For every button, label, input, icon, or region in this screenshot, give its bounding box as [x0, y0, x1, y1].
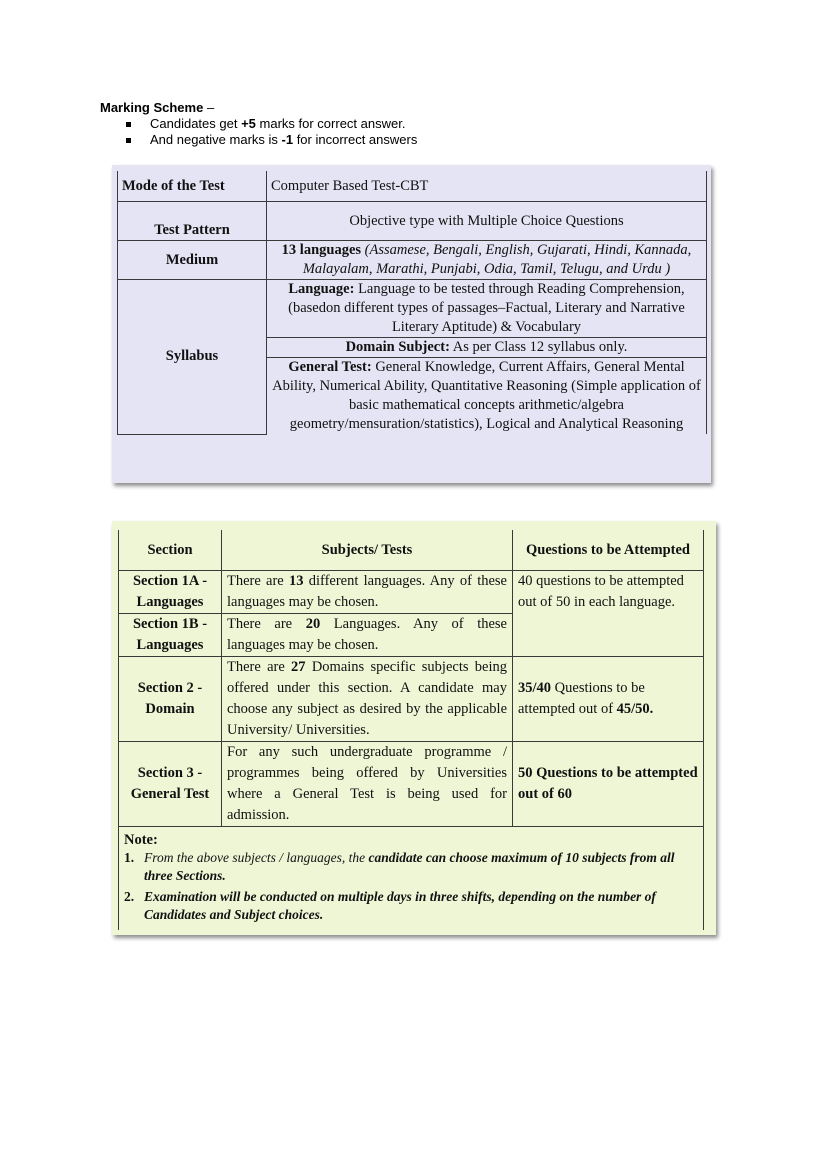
marking-scheme-title: Marking Scheme [100, 100, 204, 115]
syllabus-general-label: General Test: [288, 359, 372, 375]
marking-item-correct [100, 116, 417, 132]
marking-scheme-heading [100, 100, 417, 116]
marking-item-text: And negative marks is [150, 132, 282, 147]
cell-text: There are [227, 659, 292, 675]
marking-item-value: -1 [281, 132, 294, 147]
marking-item-negative [100, 132, 417, 148]
table-row [118, 171, 707, 202]
sections-card [112, 521, 716, 935]
marking-item-text: Candidates get [150, 116, 242, 131]
section-1a-subjects [222, 571, 513, 614]
syllabus-language [267, 280, 707, 338]
note-bold-italic: Examination will be conducted on multiple days in three shifts, depending on the number of Candidates and Subject choices. [144, 889, 656, 922]
table-row [119, 657, 704, 742]
cell-number: 45/50. [616, 701, 654, 717]
note-text [144, 849, 698, 885]
table-row [118, 241, 707, 280]
table-row [119, 571, 704, 614]
medium-value [267, 241, 707, 280]
syllabus-domain-label: Domain Subject: [345, 339, 450, 355]
table-row [119, 742, 704, 827]
section-1-questions: 40 questions to be attempted out of 50 in each language. [513, 571, 704, 657]
syllabus-general [267, 358, 707, 435]
cell-number: 27 [291, 659, 306, 675]
pattern-value: Objective type with Multiple Choice Questions [267, 202, 707, 241]
marking-item-text: for incorrect answers [293, 132, 418, 147]
header-questions: Questions to be Attempted [513, 530, 704, 571]
note-item-2 [124, 888, 698, 924]
cell-text: Questions to be attempted out of [518, 680, 645, 717]
marking-scheme-dash: – [203, 100, 215, 115]
marking-item-text: marks for correct answer. [255, 116, 406, 131]
note-number: 1. [124, 850, 135, 865]
note-italic: From the above subjects / languages, the [144, 850, 369, 865]
section-2-name: Section 2 - Domain [119, 657, 222, 742]
medium-list: (Assamese, Bengali, English, Gujarati, Hindi, Kannada, Malayalam, Marathi, Punjabi, Odia, Tamil, Telugu, and Urdu ) [302, 242, 692, 277]
note-item-1 [124, 849, 698, 885]
cell-number: 13 [289, 573, 304, 589]
mode-label: Mode of the Test [118, 171, 267, 202]
table-header-row [119, 530, 704, 571]
syllabus-domain [267, 338, 707, 358]
section-1b-name: Section 1B - Languages [119, 614, 222, 657]
table-row [118, 202, 707, 241]
section-3-questions: 50 Questions to be attempted out of 60 [513, 742, 704, 827]
header-section: Section [119, 530, 222, 571]
test-details-table [117, 171, 707, 435]
marking-item-value: +5 [241, 116, 256, 131]
table-row [118, 280, 707, 338]
note-row [119, 827, 704, 931]
cell-text: Languages. Any of these languages may be chosen. [227, 616, 507, 653]
note-number: 2. [124, 889, 135, 904]
cell-number: 35/40 [518, 680, 552, 696]
section-1a-name: Section 1A - Languages [119, 571, 222, 614]
marking-scheme [100, 100, 417, 148]
mode-value: Computer Based Test-CBT [267, 171, 707, 202]
syllabus-language-text: Language to be tested through Reading Comprehension, (basedon different types of passages–Factual, Literary and Narrative Literary Aptitude) & Vocabulary [288, 281, 685, 335]
cell-text: There are [227, 573, 289, 589]
marking-scheme-list [100, 116, 417, 148]
note-bold-italic: candidate can choose maximum of 10 subjects from all three Sections. [144, 850, 675, 883]
medium-bold: 13 languages [281, 242, 362, 258]
syllabus-language-label: Language: [288, 281, 355, 297]
syllabus-general-text: General Knowledge, Current Affairs, General Mental Ability, Numerical Ability, Quantitative Reasoning (Simple application of basic mathematical concepts arithmetic/algebra geometry/mensuration/statistics), Logical and Analytical Reasoning [272, 359, 701, 432]
pattern-label: Test Pattern [118, 202, 267, 241]
cell-text: different languages. Any of these languages may be chosen. [227, 573, 507, 610]
note-text [144, 888, 698, 924]
section-1b-subjects [222, 614, 513, 657]
note-title: Note: [124, 832, 158, 848]
syllabus-domain-text: As per Class 12 syllabus only. [449, 339, 628, 355]
section-3-subjects: For any such undergraduate programme / programmes being offered by Universities where a General Test is being used for admission. [222, 742, 513, 827]
note-cell [119, 827, 704, 931]
section-2-subjects [222, 657, 513, 742]
section-2-questions [513, 657, 704, 742]
section-3-name: Section 3 - General Test [119, 742, 222, 827]
syllabus-label: Syllabus [118, 280, 267, 435]
header-subjects: Subjects/ Tests [222, 530, 513, 571]
test-details-card [112, 165, 711, 483]
medium-label: Medium [118, 241, 267, 280]
sections-table [118, 530, 704, 930]
cell-number: 20 [305, 616, 321, 632]
cell-text: There are [227, 616, 306, 632]
cell-text: Domains specific subjects being offered under this section. A candidate may choose any subject as desired by the applicable University/ Universities. [227, 659, 507, 738]
